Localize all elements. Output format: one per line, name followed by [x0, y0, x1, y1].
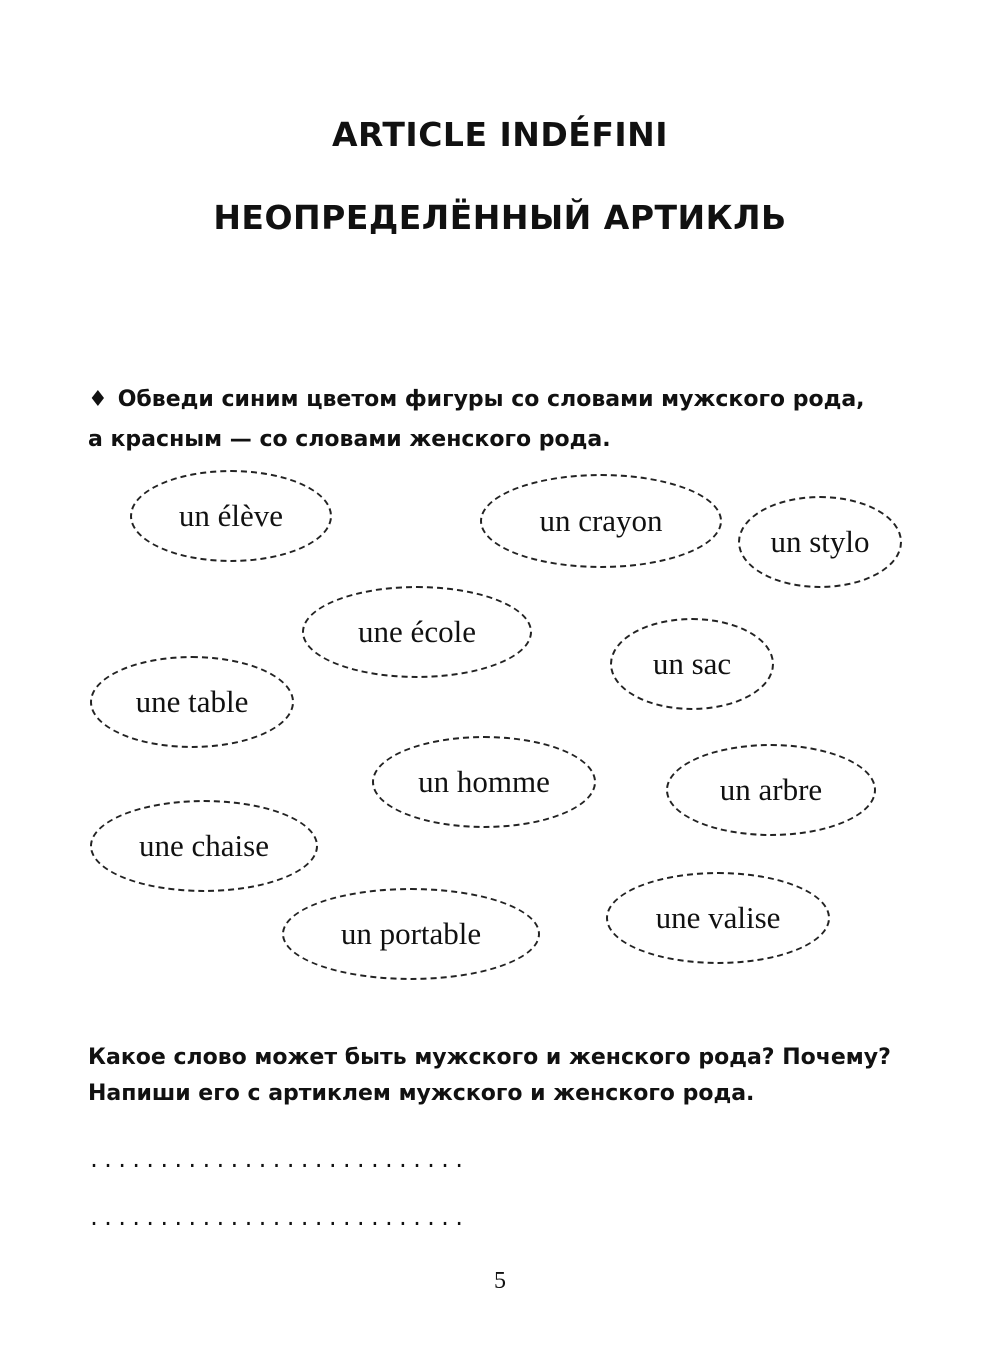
word-oval-un-arbre[interactable]: un arbre: [666, 744, 876, 836]
word-oval-un-homme[interactable]: un homme: [372, 736, 596, 828]
instruction-line-1: Обведи синим цветом фигуры со словами мужского рода,: [117, 387, 865, 412]
word-oval-une-ecole[interactable]: une école: [302, 586, 532, 678]
word-oval-un-portable[interactable]: un portable: [282, 888, 540, 980]
page-title-french: ARTICLE INDÉFINI: [331, 115, 669, 154]
word-oval-une-table[interactable]: une table: [90, 656, 294, 748]
page-number: 5: [494, 1268, 506, 1294]
answer-line-1[interactable]: ...........................: [88, 1148, 468, 1172]
word-oval-un-eleve[interactable]: un élève: [130, 470, 332, 562]
word-oval-une-valise[interactable]: une valise: [606, 872, 830, 964]
word-oval-un-sac[interactable]: un sac: [610, 618, 774, 710]
question-line-1: Какое слово может быть мужского и женского рода? Почему?: [88, 1045, 891, 1070]
word-oval-un-stylo[interactable]: un stylo: [738, 496, 902, 588]
instruction-text: [88, 380, 968, 460]
word-oval-un-crayon[interactable]: un crayon: [480, 474, 722, 568]
page-title-russian: НЕОПРЕДЕЛЁННЫЙ АРТИКЛЬ: [213, 198, 787, 237]
question-line-2: Напиши его с артиклем мужского и женского рода.: [88, 1081, 755, 1106]
question-text: [88, 1040, 968, 1112]
word-oval-une-chaise[interactable]: une chaise: [90, 800, 318, 892]
instruction-line-2: а красным — со словами женского рода.: [88, 427, 611, 452]
answer-line-2[interactable]: ...........................: [88, 1206, 468, 1230]
diamond-bullet-icon: ♦: [88, 387, 108, 412]
